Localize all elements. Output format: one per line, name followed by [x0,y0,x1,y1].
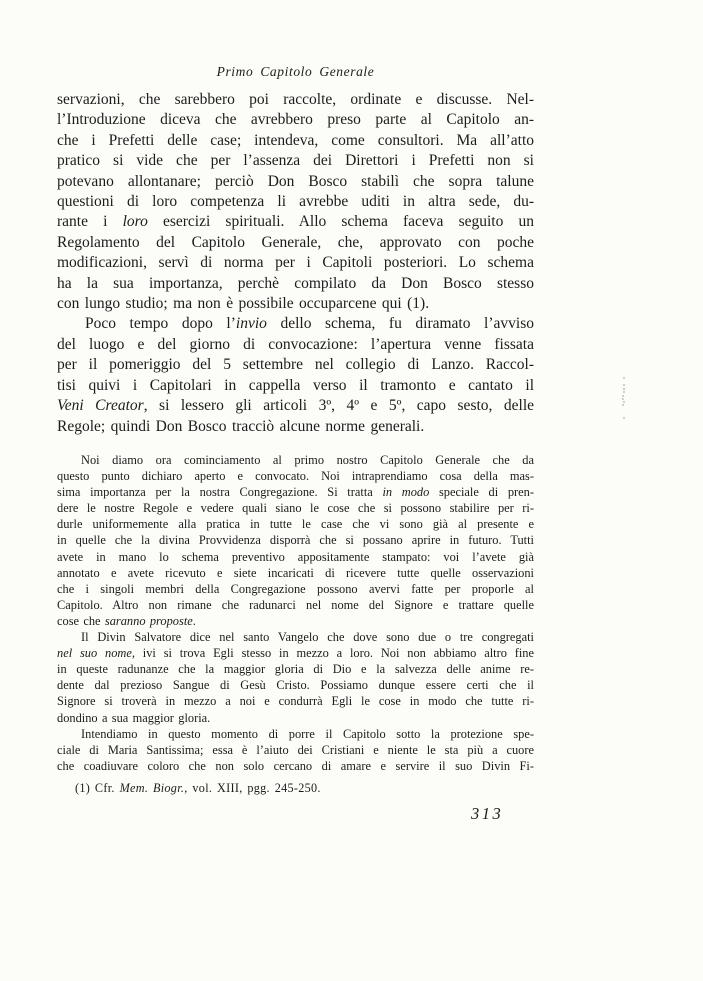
text-line [57,314,534,334]
text-line [57,677,534,693]
running-header: Primo Capitolo Generale [216,64,375,79]
scan-speck [623,391,625,393]
text-line [57,726,534,742]
text-segment: speciale di pren- [429,485,534,500]
text-segment: , vol. XIII, pgg. 245-250. [184,781,321,795]
text-segment: questioni di loro competenza li avrebbe uditi in altra sede, du- [57,193,534,211]
text-line [57,581,534,597]
text-segment: del luogo e del giorno di convocazione: l’apertura venne fissata [57,335,534,353]
text-segment: Regole; quindi Don Bosco tracciò alcune norme generali. [57,417,425,435]
text-segment: dondino a sua maggior gloria. [57,710,211,725]
text-line [57,233,534,253]
text-segment: . [192,613,196,628]
italic-text: loro [122,213,148,231]
quote-block [57,452,534,774]
main-text [57,90,534,437]
text-line [57,693,534,709]
text-line [57,613,534,629]
text-line [57,710,534,726]
text-line [57,549,534,565]
text-segment: avete in mano lo schema preventivo appositamente stampato: voi l’avete già [57,549,534,564]
text-segment: Poco tempo dopo l’ [85,315,236,333]
text-line [57,396,534,416]
text-line [57,90,534,110]
text-segment: in quelle che la divina Provvidenza disporrà che si possano aprire in futuro. Tutti [57,533,534,548]
italic-text: Veni Creator [57,397,144,415]
text-segment: , ivi si trova Egli stesso in mezzo a loro. Noi non abbiamo altro fine [131,646,534,661]
text-line [57,294,534,314]
text-line [57,110,534,130]
text-line [57,452,534,468]
text-line [57,131,534,151]
text-segment: che i singoli membri della Congregazione possono avervi fatte per proporle al [57,581,534,596]
text-segment: che i Prefetti delle case; intendeva, come consultori. Ma all’atto [57,131,534,149]
text-segment: rante i [57,213,123,231]
text-line [57,355,534,375]
text-segment: sima importanza per la nostra Congregazione. Si tratta [57,485,383,500]
text-segment: potevano allontanare; perciò Don Bosco stabilì che sopra talune [57,172,534,190]
italic-text: invio [235,315,267,333]
text-segment: questo punto dichiaro aperto e convocato. Noi intraprendiamo cosa della mas- [57,469,534,484]
text-line [57,629,534,645]
text-segment: modificazioni, servì di norma per i Capitoli posteriori. Lo schema [57,254,534,272]
text-segment: dente dal prezioso Sangue di Gesù Cristo. Possiamo dunque essere certi che il [57,678,534,693]
text-segment: durle uniformemente alla pratica in tutte le case che vi sono già al presente e [57,517,534,532]
text-line [57,758,534,774]
text-segment: Noi diamo ora cominciamento al primo nostro Capitolo Generale che da [81,453,534,467]
text-segment: ciale di Maria Santissima; essa è l’aiuto dei Cristiani e niente le sta più a cuore [57,742,534,757]
scan-speck [622,395,624,397]
footnote [57,781,534,796]
text-segment: Il Divin Salvatore dice nel santo Vangelo che dove sono due o tre congregati [81,630,534,645]
text-segment: per il pomeriggio del 5 settembre nel collegio di Lanzo. Raccol- [57,356,534,374]
text-line [57,192,534,212]
italic-text: nel suo nome [57,646,132,661]
scan-speck [623,384,625,386]
text-line [57,532,534,548]
text-segment: servazioni, che sarebbero poi raccolte, ordinate e discusse. Nel- [57,91,534,108]
text-segment: Intendiamo in questo momento di porre il Capitolo sotto la protezione spe- [81,726,534,741]
text-line [57,597,534,613]
text-line [57,742,534,758]
text-line [57,484,534,500]
text-line [57,253,534,273]
page-number: 313 [471,804,504,823]
text-line [57,376,534,396]
italic-text: Mem. Biogr. [119,781,185,795]
text-segment: Signore si troverà in mezzo a noi e condurrà Egli le cose in modo che tutte ri- [57,694,534,709]
text-segment: annotato e avete ricevuto e siete incaricati di ricevere tutte quelle osservazioni [57,565,534,580]
text-line [57,151,534,171]
text-line [57,468,534,484]
text-line [57,212,534,232]
scan-speck [622,404,624,406]
text-segment: (1) Cfr. [75,781,120,795]
text-line [57,565,534,581]
text-segment: Capitolo. Altro non rimane che radunarci nel nome del Signore e trattare quelle [57,597,534,612]
scan-speck [623,388,625,390]
text-segment: esercizi spirituali. Allo schema faceva seguito un [147,213,534,231]
text-segment: in queste radunanze che la maggior gloria di Dio e la salvezza delle anime re- [57,662,534,677]
text-segment: che coadiuvare coloro che non solo cercano di amare e servire il suo Divin Fi- [57,758,534,773]
text-segment: Regolamento del Capitolo Generale, che, approvato con poche [57,233,534,251]
text-segment: pratico si vide che per l’assenza dei Direttori i Prefetti non si [57,152,534,170]
text-segment: l’Introduzione diceva che avrebbero preso parte al Capitolo an- [57,111,534,129]
text-segment: dere le nostre Regole e vedere quali siano le cose che si possono stabilire per ri- [57,501,534,516]
scan-speck [623,401,625,403]
scan-speck [623,377,625,379]
text-segment: con lungo studio; ma non è possibile occuparcene qui (1). [57,295,430,313]
text-line [57,516,534,532]
text-line [57,500,534,516]
italic-text: in modo [382,485,430,500]
text-line [57,172,534,192]
text-line [57,661,534,677]
scan-speck [623,417,625,419]
text-segment: cose che [57,613,105,628]
text-line [57,274,534,294]
text-segment: ha la sua importanza, perchè compilato da Don Bosco stesso [57,274,534,292]
text-segment: tisi quivi i Capitolari in cappella verso il tramonto e cantato il [57,376,534,394]
text-line [57,645,534,661]
italic-text: saranno proposte [104,613,193,628]
text-segment: dello schema, fu diramato l’avviso [266,315,534,333]
text-line [57,417,534,437]
text-segment: , si lessero gli articoli 3º, 4º e 5º, capo sesto, delle [143,397,534,415]
scan-speck [622,398,624,400]
text-line [57,335,534,355]
